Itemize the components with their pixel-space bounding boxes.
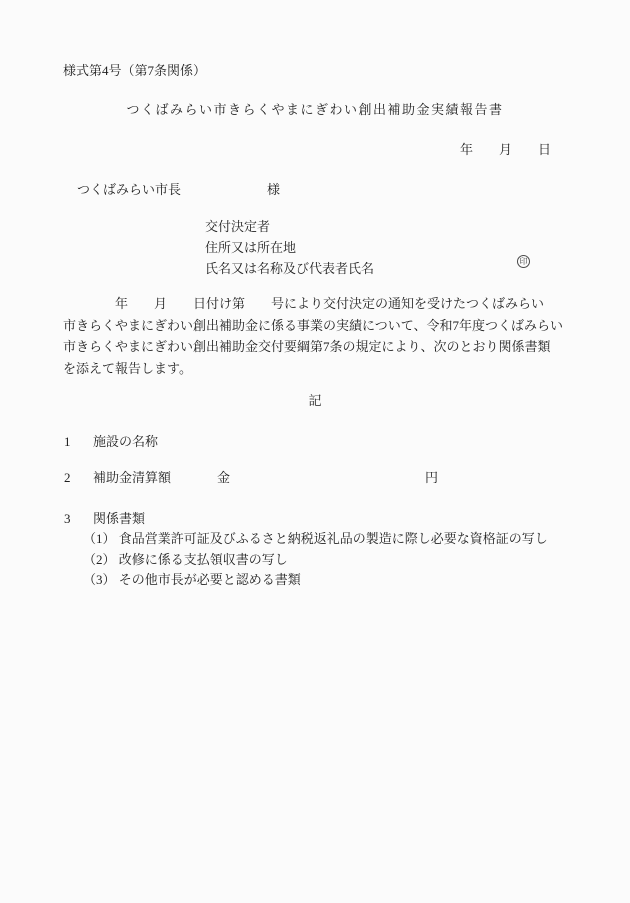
grantee-address-label: 住所又は所在地 [205,240,297,255]
grantee-block [205,216,374,279]
sub-item: （2） 改修に係る支払領収書の写し [83,551,288,567]
body-paragraph [63,293,563,379]
item-facility-name [64,433,158,451]
item-label: 補助金清算額 [93,470,172,485]
grantee-role-label: 交付決定者 [205,219,271,234]
item-label: 施設の名称 [93,434,159,449]
document-title: つくばみらい市きらくやまにぎわい創出補助金実績報告書 [126,102,504,117]
grantee-name-label: 氏名又は名称及び代表者氏名 [205,261,375,276]
item-number: 3 [64,511,71,526]
item-number: 2 [64,470,71,485]
item-subsidy-amount [64,469,564,487]
seal-icon [517,255,530,268]
addressee-name: つくばみらい市長 [77,182,182,197]
body-line-2: 市きらくやまにぎわい創出補助金に係る事業の実績について、令和7年度つくばみらい [63,317,563,333]
addressee-line [77,181,377,199]
item-label: 関係書類 [93,511,146,526]
currency-prefix-label: 金 [217,470,231,485]
body-line-4: を添えて報告します。 [63,360,192,376]
item-related-documents [64,510,145,528]
note-heading: 記 [308,393,322,408]
body-line-1: 年 月 日付け第 号により交付決定の通知を受けたつくばみらい [63,296,545,311]
sub-item: （1） 食品営業許可証及びふるさと納税返礼品の製造に際し必要な資格証の写し [83,531,548,546]
item-number: 1 [64,434,71,449]
date-line: 年 月 日 [460,142,552,157]
seal-text: 印 [519,256,528,266]
addressee-honorific: 様 [267,182,281,197]
form-number: 様式第4号（第7条関係） [63,63,207,78]
currency-unit-label: 円 [425,470,439,485]
sub-item: （3） その他市長が必要と認める書類 [83,572,301,587]
sub-item-list [83,529,548,591]
body-line-3: 市きらくやまにぎわい創出補助金交付要綱第7条の規定により、次のとおり関係書類 [63,339,551,354]
